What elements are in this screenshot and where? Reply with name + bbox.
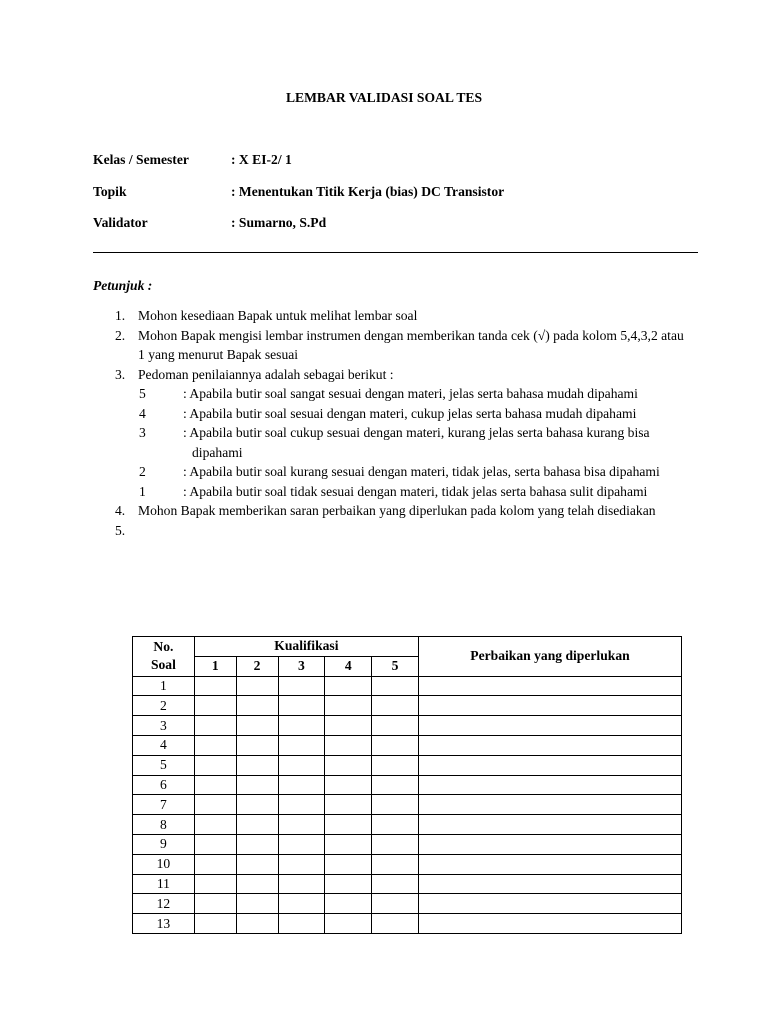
score-cell[interactable] [236, 854, 278, 874]
instruction-number: 3. [115, 366, 126, 382]
row-number: 1 [133, 676, 195, 696]
score-cell[interactable] [236, 775, 278, 795]
score-cell[interactable] [194, 854, 236, 874]
instruction-item [93, 306, 693, 326]
scale-score: 3 [139, 425, 146, 440]
score-cell[interactable] [194, 815, 236, 835]
scale-score: 1 [139, 483, 146, 499]
score-cell[interactable] [372, 874, 419, 894]
instruction-number: 4. [115, 503, 126, 518]
score-cell[interactable] [194, 914, 236, 934]
table-row [133, 755, 682, 775]
header-perbaikan: Perbaikan yang diperlukan [418, 637, 681, 677]
header-no-line2: Soal [150, 657, 176, 673]
score-cell[interactable] [194, 676, 236, 696]
validation-table [132, 636, 682, 934]
score-cell[interactable] [194, 834, 236, 854]
horizontal-divider [93, 252, 698, 253]
score-cell[interactable] [278, 735, 325, 755]
scale-text: : Apabila butir soal cukup sesuai dengan materi, kurang jelas serta bahasa kurang bisa dipahami [183, 425, 650, 460]
table-row [133, 874, 682, 894]
perbaikan-cell[interactable] [418, 676, 681, 696]
score-cell[interactable] [325, 894, 372, 914]
score-cell[interactable] [236, 914, 278, 934]
score-cell[interactable] [372, 834, 419, 854]
score-cell[interactable] [194, 894, 236, 914]
row-number: 5 [133, 755, 195, 775]
score-cell[interactable] [325, 815, 372, 835]
table-row [133, 914, 682, 934]
instruction-text: Mohon Bapak memberikan saran perbaikan yang diperlukan pada kolom yang telah disediakan [138, 503, 656, 518]
row-number: 11 [133, 874, 195, 894]
header-kualifikasi: Kualifikasi [194, 637, 418, 657]
meta-label: Validator [93, 215, 148, 230]
score-cell[interactable] [372, 755, 419, 775]
scale-text: : Apabila butir soal tidak sesuai dengan materi, tidak jelas serta bahasa sulit dipahami [183, 483, 648, 499]
perbaikan-cell[interactable] [418, 894, 681, 914]
row-number: 13 [133, 914, 195, 934]
score-cell[interactable] [236, 676, 278, 696]
perbaikan-cell[interactable] [418, 874, 681, 894]
scale-text: : Apabila butir soal sangat sesuai dengan materi, jelas serta bahasa mudah dipahami [183, 386, 638, 401]
perbaikan-cell[interactable] [418, 914, 681, 934]
table-row [133, 854, 682, 874]
table-row [133, 735, 682, 755]
score-cell[interactable] [278, 874, 325, 894]
score-cell[interactable] [278, 834, 325, 854]
row-number: 3 [133, 716, 195, 736]
instruction-list [93, 306, 693, 538]
row-number: 6 [133, 775, 195, 795]
score-cell[interactable] [194, 755, 236, 775]
row-number: 8 [133, 815, 195, 835]
petunjuk-heading: Petunjuk : [93, 278, 153, 293]
score-cell[interactable] [194, 874, 236, 894]
instruction-text: Pedoman penilaiannya adalah sebagai berikut : [138, 366, 394, 382]
document-title: LEMBAR VALIDASI SOAL TES [285, 90, 483, 105]
score-cell[interactable] [194, 696, 236, 716]
score-cell[interactable] [325, 735, 372, 755]
row-number: 2 [133, 696, 195, 716]
scale-score: 4 [139, 405, 146, 421]
table-row [133, 815, 682, 835]
perbaikan-cell[interactable] [418, 775, 681, 795]
table-row [133, 795, 682, 815]
instruction-item [93, 365, 693, 385]
perbaikan-cell[interactable] [418, 716, 681, 736]
instruction-number: 1. [115, 308, 126, 323]
instruction-text: Mohon Bapak mengisi lembar instrumen dengan memberikan tanda cek (√) pada kolom 5,4,3,2 atau 1 yang menurut Bapak sesuai [138, 327, 684, 362]
score-cell[interactable] [325, 775, 372, 795]
meta-label: Kelas / Semester [93, 152, 189, 167]
table-row [133, 696, 682, 716]
score-cell[interactable] [372, 735, 419, 755]
score-cell[interactable] [278, 676, 325, 696]
score-cell[interactable] [325, 834, 372, 854]
score-cell[interactable] [372, 894, 419, 914]
table-row [133, 834, 682, 854]
scale-item [93, 423, 693, 462]
score-cell[interactable] [325, 755, 372, 775]
row-number: 7 [133, 795, 195, 815]
score-cell[interactable] [278, 815, 325, 835]
score-cell[interactable] [278, 755, 325, 775]
row-number: 10 [133, 854, 195, 874]
scale-item [93, 404, 693, 424]
row-number: 4 [133, 735, 195, 755]
score-cell[interactable] [278, 716, 325, 736]
perbaikan-cell[interactable] [418, 795, 681, 815]
score-cell[interactable] [278, 775, 325, 795]
score-cell[interactable] [236, 696, 278, 716]
instruction-item [93, 501, 693, 521]
score-cell[interactable] [236, 815, 278, 835]
score-cell[interactable] [372, 696, 419, 716]
score-cell[interactable] [278, 894, 325, 914]
perbaikan-cell[interactable] [418, 815, 681, 835]
scale-score: 2 [139, 464, 146, 479]
row-number: 12 [133, 894, 195, 914]
score-cell[interactable] [236, 735, 278, 755]
score-cell[interactable] [278, 795, 325, 815]
score-cell[interactable] [278, 696, 325, 716]
score-cell[interactable] [236, 795, 278, 815]
score-cell[interactable] [194, 716, 236, 736]
score-cell[interactable] [325, 854, 372, 874]
score-cell[interactable] [278, 914, 325, 934]
table-row [133, 894, 682, 914]
instruction-item [93, 326, 693, 365]
score-cell[interactable] [372, 854, 419, 874]
score-cell[interactable] [236, 874, 278, 894]
scale-item [93, 482, 693, 502]
instruction-number: 5. [115, 522, 126, 538]
meta-label: Topik [93, 184, 127, 199]
scale-text: : Apabila butir soal kurang sesuai dengan materi, tidak jelas, serta bahasa bisa dipahami [183, 464, 660, 479]
score-cell[interactable] [278, 854, 325, 874]
table-row [133, 775, 682, 795]
instruction-number: 2. [115, 327, 126, 343]
scale-score: 5 [139, 386, 146, 401]
score-cell[interactable] [325, 676, 372, 696]
table-row [133, 676, 682, 696]
table-row [133, 716, 682, 736]
row-number: 9 [133, 834, 195, 854]
header-score: 5 [372, 656, 419, 676]
meta-value: : X EI-2/ 1 [231, 152, 292, 167]
meta-value: : Sumarno, S.Pd [231, 215, 327, 230]
header-score: 3 [278, 656, 325, 676]
header-no-soal [133, 637, 195, 677]
header-score: 2 [236, 656, 278, 676]
score-cell[interactable] [236, 716, 278, 736]
score-cell[interactable] [372, 775, 419, 795]
score-cell[interactable] [325, 795, 372, 815]
header-score: 1 [194, 656, 236, 676]
instruction-text: Mohon kesediaan Bapak untuk melihat lembar soal [138, 308, 418, 323]
perbaikan-cell[interactable] [418, 735, 681, 755]
header-no-line1: No. [153, 639, 174, 655]
score-cell[interactable] [372, 716, 419, 736]
scale-item [93, 384, 693, 404]
meta-value: : Menentukan Titik Kerja (bias) DC Transistor [231, 184, 505, 199]
perbaikan-cell[interactable] [418, 755, 681, 775]
scale-text: : Apabila butir soal sesuai dengan materi, cukup jelas serta bahasa mudah dipahami [183, 405, 637, 421]
score-cell[interactable] [372, 795, 419, 815]
score-cell[interactable] [325, 716, 372, 736]
score-cell[interactable] [236, 894, 278, 914]
score-cell[interactable] [372, 914, 419, 934]
score-cell[interactable] [194, 775, 236, 795]
perbaikan-cell[interactable] [418, 854, 681, 874]
score-cell[interactable] [325, 874, 372, 894]
header-score: 4 [325, 656, 372, 676]
perbaikan-cell[interactable] [418, 696, 681, 716]
score-cell[interactable] [194, 735, 236, 755]
score-cell[interactable] [372, 815, 419, 835]
score-cell[interactable] [236, 755, 278, 775]
score-cell[interactable] [372, 676, 419, 696]
score-cell[interactable] [236, 834, 278, 854]
score-cell[interactable] [325, 914, 372, 934]
perbaikan-cell[interactable] [418, 834, 681, 854]
score-cell[interactable] [325, 696, 372, 716]
scale-item [93, 462, 693, 482]
score-cell[interactable] [194, 795, 236, 815]
